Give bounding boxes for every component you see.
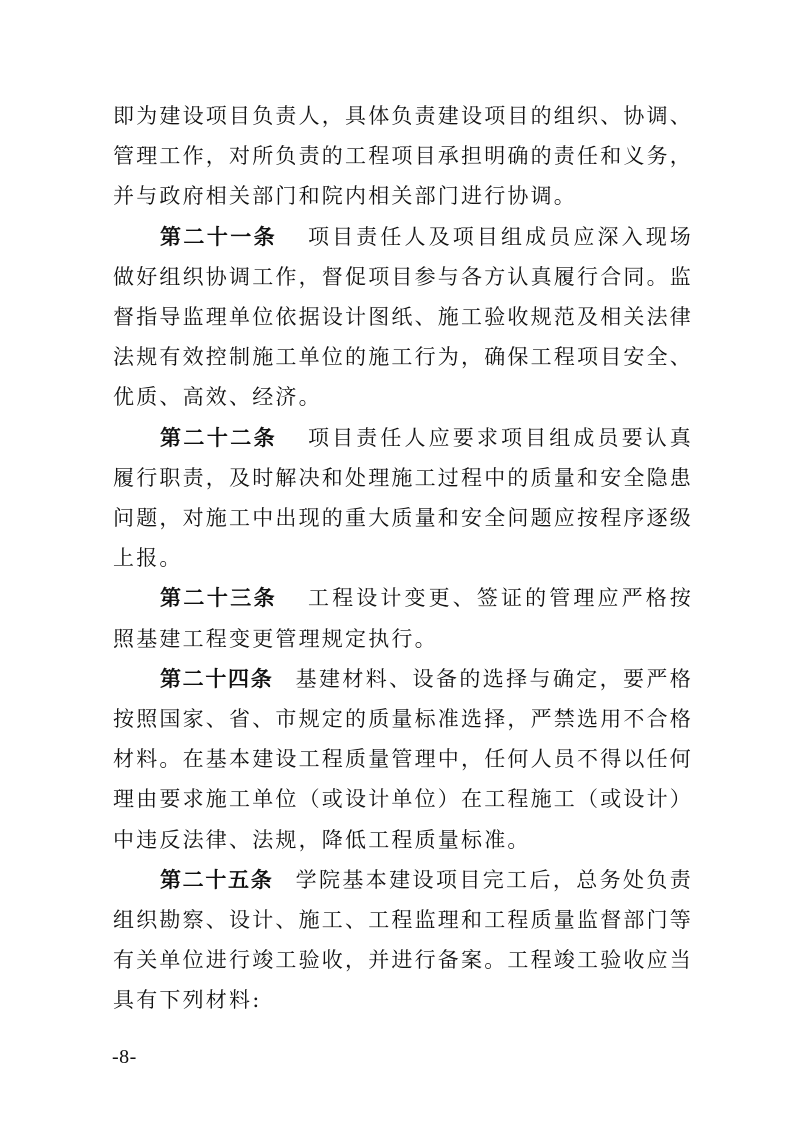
- article-25: [113, 860, 693, 1021]
- article-21: [113, 217, 693, 418]
- article-number: 第二十四条: [160, 665, 274, 691]
- article-text: 项目责任人及项目组成员应深入现场做好组织协调工作，督促项目参与各方认真履行合同。监督指导监理单位依据设计图纸、施工验收规范及相关法律法规有效控制施工单位的施工行为，确保工程项目安全、优质、高效、经济。: [113, 224, 694, 410]
- paragraph-text: 即为建设项目负责人，具体负责建设项目的组织、协调、管理工作，对所负责的工程项目承担明确的责任和义务，并与政府相关部门和院内相关部门进行协调。: [113, 104, 693, 209]
- page-number: -8-: [112, 1046, 137, 1068]
- article-text: 学院基本建设项目完工后，总务处负责组织勘察、设计、施工、工程监理和工程质量监督部门等有关单位进行竣工验收，并进行备案。工程竣工验收应当具有下列材料:: [113, 867, 693, 1013]
- article-number: 第二十五条: [160, 866, 274, 892]
- article-number: 第二十一条: [160, 223, 278, 249]
- article-text: 工程设计变更、签证的管理应严格按照基建工程变更管理规定执行。: [113, 586, 694, 651]
- paragraph-continuation: [113, 96, 693, 217]
- article-23: [113, 578, 693, 658]
- article-24: [113, 659, 693, 860]
- article-number: 第二十三条: [160, 585, 278, 611]
- document-body: [113, 96, 693, 1021]
- article-text: 基建材料、设备的选择与确定，要严格按照国家、省、市规定的质量标准选择，严禁选用不合格材料。在基本建设工程质量管理中，任何人员不得以任何理由要求施工单位（或设计单位）在工程施工（或设计）中违反法律、法规，降低工程质量标准。: [113, 666, 693, 852]
- article-22: [113, 418, 693, 579]
- article-text: 项目责任人应要求项目组成员要认真履行职责，及时解决和处理施工过程中的质量和安全隐患问题，对施工中出现的重大质量和安全问题应按程序逐级上报。: [113, 425, 694, 571]
- article-number: 第二十二条: [160, 424, 278, 450]
